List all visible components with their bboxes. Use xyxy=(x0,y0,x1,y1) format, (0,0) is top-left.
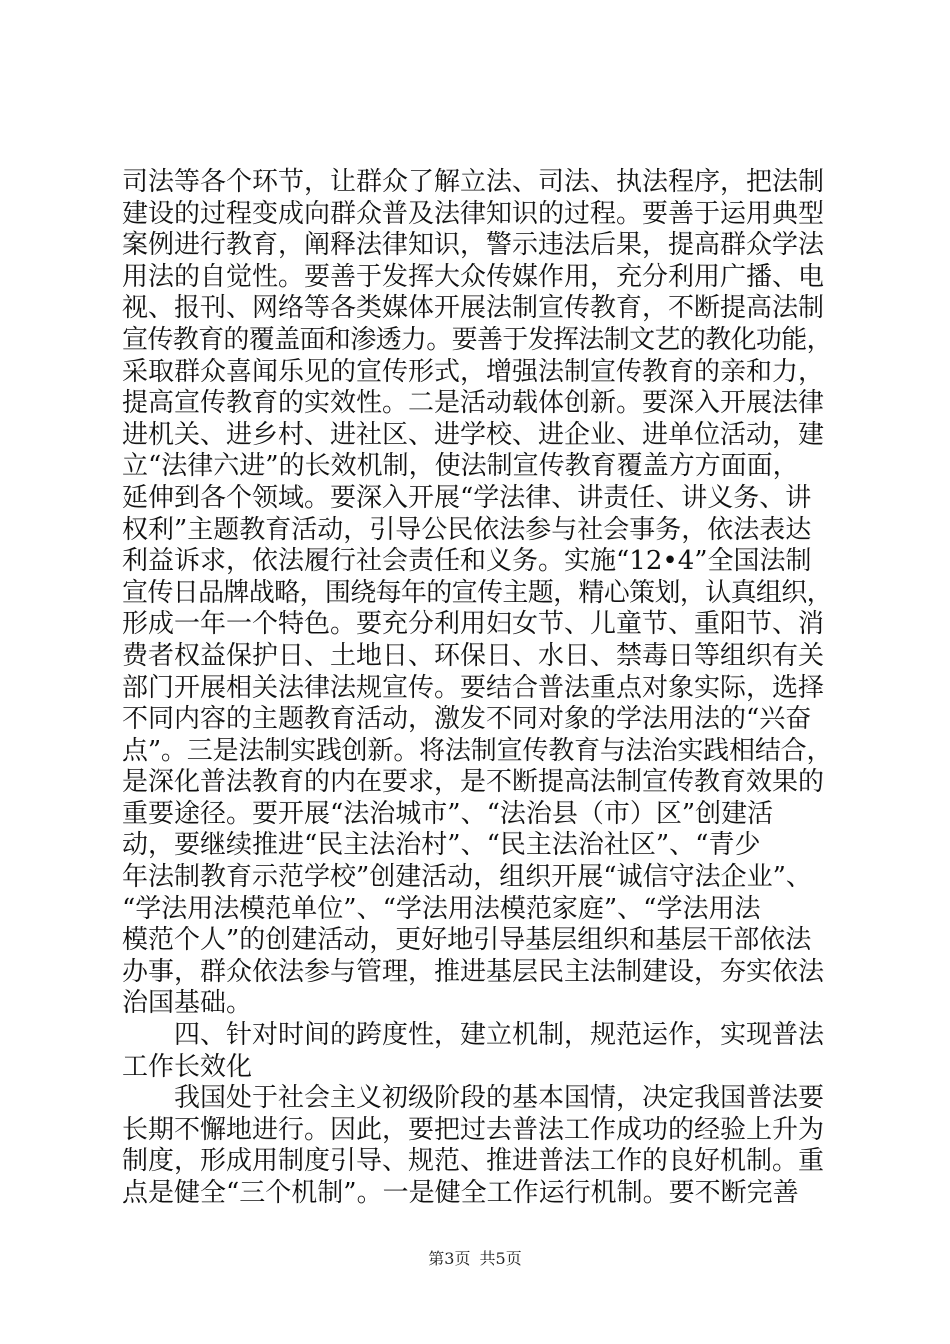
text-line: 是深化普法教育的内在要求，是不断提高法制宣传教育效果的 xyxy=(122,767,825,798)
text-line: 点”。三是法制实践创新。将法制宣传教育与法治实践相结合， xyxy=(122,735,833,766)
text-line: 形成一年一个特色。要充分利用妇女节、儿童节、重阳节、消 xyxy=(122,609,825,640)
text-line: “学法用法模范单位”、“学法用法模范家庭”、“学法用法 xyxy=(122,893,761,924)
text-line: 四、针对时间的跨度性，建立机制，规范运作，实现普法 xyxy=(122,1020,825,1051)
text-line: 利益诉求，依法履行社会责任和义务。实施“12•4”全国法制 xyxy=(122,546,812,577)
text-line: 建设的过程变成向群众普及法律知识的过程。要善于运用典型 xyxy=(122,198,825,229)
text-line: 采取群众喜闻乐见的宣传形式，增强法制宣传教育的亲和力， xyxy=(122,356,825,387)
text-line: 费者权益保护日、土地日、环保日、水日、禁毒日等组织有关 xyxy=(122,640,825,671)
text-line: 宣传教育的覆盖面和渗透力。要善于发挥法制文艺的教化功能， xyxy=(122,324,833,355)
text-line: 长期不懈地进行。因此，要把过去普法工作成功的经验上升为 xyxy=(122,1114,825,1145)
text-line: 模范个人”的创建活动，更好地引导基层组织和基层干部依法 xyxy=(122,925,812,956)
text-line: 动，要继续推进“民主法治村”、“民主法治社区”、“青少 xyxy=(122,830,761,861)
text-line: 立“法律六进”的长效机制，使法制宣传教育覆盖方方面面， xyxy=(122,451,799,482)
body-text xyxy=(122,167,832,1210)
text-line: 司法等各个环节，让群众了解立法、司法、执法程序，把法制 xyxy=(122,167,825,197)
text-line: 用法的自觉性。要善于发挥大众传媒作用，充分利用广播、电 xyxy=(122,261,825,292)
text-line: 治国基础。 xyxy=(122,988,253,1019)
text-line: 权利”主题教育活动，引导公民依法参与社会事务，依法表达 xyxy=(122,514,812,545)
text-line: 年法制教育示范学校”创建活动，组织开展“诚信守法企业”、 xyxy=(122,862,812,893)
text-line: 宣传日品牌战略，围绕每年的宣传主题，精心策划，认真组织， xyxy=(122,577,833,608)
text-line: 点是健全“三个机制”。一是健全工作运行机制。要不断完善 xyxy=(122,1178,799,1208)
text-line: 重要途径。要开展“法治城市”、“法治县（市）区”创建活 xyxy=(122,798,774,829)
text-line: 我国处于社会主义初级阶段的基本国情，决定我国普法要 xyxy=(122,1083,825,1114)
text-line: 不同内容的主题教育活动，激发不同对象的学法用法的“兴奋 xyxy=(122,704,812,735)
text-line: 部门开展相关法律法规宣传。要结合普法重点对象实际，选择 xyxy=(122,672,825,703)
text-line: 进机关、进乡村、进社区、进学校、进企业、进单位活动，建 xyxy=(122,419,825,450)
text-line: 延伸到各个领域。要深入开展“学法律、讲责任、讲义务、讲 xyxy=(122,482,812,513)
text-line: 办事，群众依法参与管理，推进基层民主法制建设，夯实依法 xyxy=(122,956,825,987)
text-line: 工作长效化 xyxy=(122,1051,253,1082)
text-line: 视、报刊、网络等各类媒体开展法制宣传教育，不断提高法制 xyxy=(122,293,825,324)
page-footer: 第3页 共5页 xyxy=(428,1249,522,1268)
text-line: 制度，形成用制度引导、规范、推进普法工作的良好机制。重 xyxy=(122,1146,825,1177)
text-line: 案例进行教育，阐释法律知识，警示违法后果，提高群众学法 xyxy=(122,230,825,261)
text-line: 提高宣传教育的实效性。二是活动载体创新。要深入开展法律 xyxy=(122,388,825,419)
